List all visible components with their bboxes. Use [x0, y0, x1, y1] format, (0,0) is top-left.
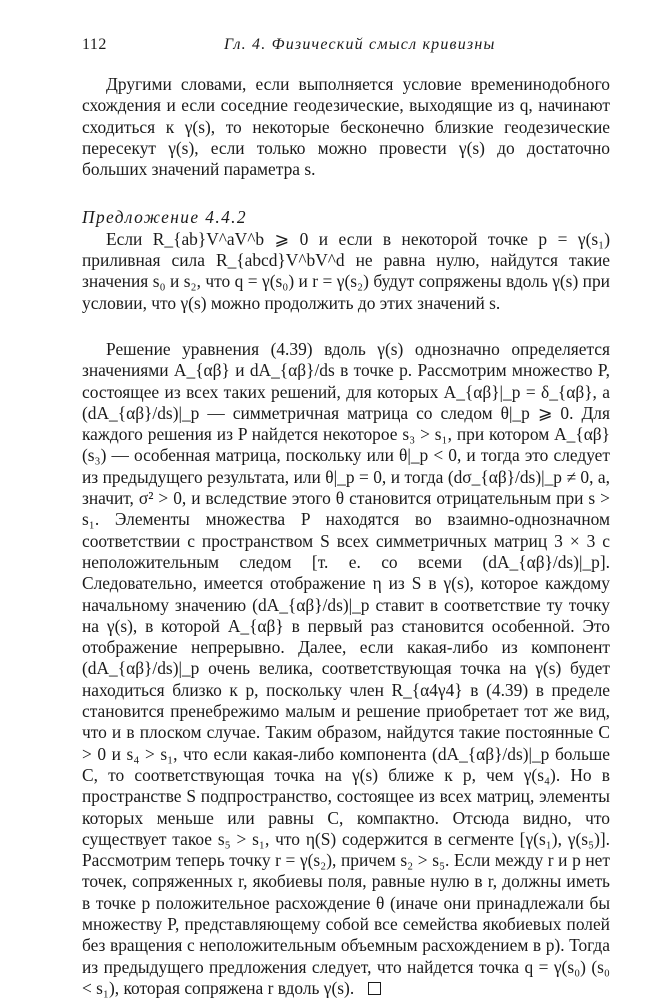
proposition-heading: Предложение 4.4.2 [82, 207, 248, 228]
proposition-statement: Если R_{ab}V^aV^b ⩾ 0 и если в некоторой точке p = γ(s₁) приливная сила R_{abcd}V^bV^d не равна нулю, найдутся такие значения s₀ и s₂, что q = γ(s₀) и r = γ(s₂) будут сопряжены вдоль γ(s) при условии, что γ(s) можно продолжить до этих значений s. [82, 228, 610, 313]
page-number: 112 [82, 36, 107, 53]
proof-paragraph [82, 339, 610, 999]
running-title: Гл. 4. Физический смысл кривизны [224, 36, 496, 53]
page-body [82, 74, 610, 999]
proof-text: Решение уравнения (4.39) вдоль γ(s) однозначно определяется значениями A_{αβ} и dA_{αβ}/ds в точке p. Рассмотрим множество P, состоящее из всех таких решений, для которых A_{αβ}|_p = δ_{αβ}, а (dA_{αβ}/ds)|_p — симметричная матрица со следом θ|_p ⩾ 0. Для каждого решения из P найдется некоторое s₃ > s₁, при котором A_{αβ}(s₃) — особенная матрица, поскольку или θ|_p < 0, и тогда это следует из предыдущего результата, или θ|_p = 0, и тогда (dσ_{αβ}/ds)|_p ≠ 0, а, значит, σ² > 0, и вследствие этого θ становится отрицательным при s > s₁. Элементы множества P находятся во взаимно-однозначном соответствии с пространством S всех симметричных матриц 3 × 3 с неположительным следом [т. е. со всеми (dA_{αβ}/ds)|_p]. Следовательно, имеется отображение η из S в γ(s), которое каждому начальному значению (dA_{αβ}/ds)|_p ставит в соответствие ту точку на γ(s), в которой A_{αβ} в первый раз становится особенной. Это отображение непрерывно. Далее, если какая-либо из компонент (dA_{αβ}/ds)|_p очень велика, соответствующая точка на γ(s) будет находиться близко к p, поскольку член R_{α4γ4} в (4.39) в пределе становится пренебрежимо малым и решение приобретает тот же вид, что и в плоском случае. Таким образом, найдутся такие постоянные C > 0 и s₄ > s₁, что если какая-либо компонента (dA_{αβ}/ds)|_p больше C, то соответствующая точка на γ(s) ближе к p, чем γ(s₄). Но в пространстве S подпространство, состоящее из всех матриц, элементы которых меньше или равны C, компактно. Отсюда видно, что существует такое s₅ > s₁, что η(S) содержится в сегменте [γ(s₁), γ(s₅)]. Рассмотрим теперь точку r = γ(s₂), причем s₂ > s₅. Если между r и p нет точек, сопряженных r, якобиевы поля, равные нулю в r, должны иметь в точке p положительное расхождение θ (иначе они принадлежали бы множеству P, представляющему собой все семейства якобиевых полей без вращения с неположительным объемным расхождением в p). Тогда из предыдущего предложения следует, что найдется точка q = γ(s₀) (s₀ < s₁), которая сопряжена r вдоль γ(s). [82, 338, 610, 998]
paragraph-intro: Другими словами, если выполняется условие временинодобного схождения и если соседние геодезические, выходящие из q, начинают сходиться к γ(s), то некоторые бесконечно близкие геодезические пересекут γ(s), если только можно провести γ(s) до достаточно больших значений параметра s. [82, 74, 610, 180]
end-of-proof-square-icon [368, 982, 381, 995]
